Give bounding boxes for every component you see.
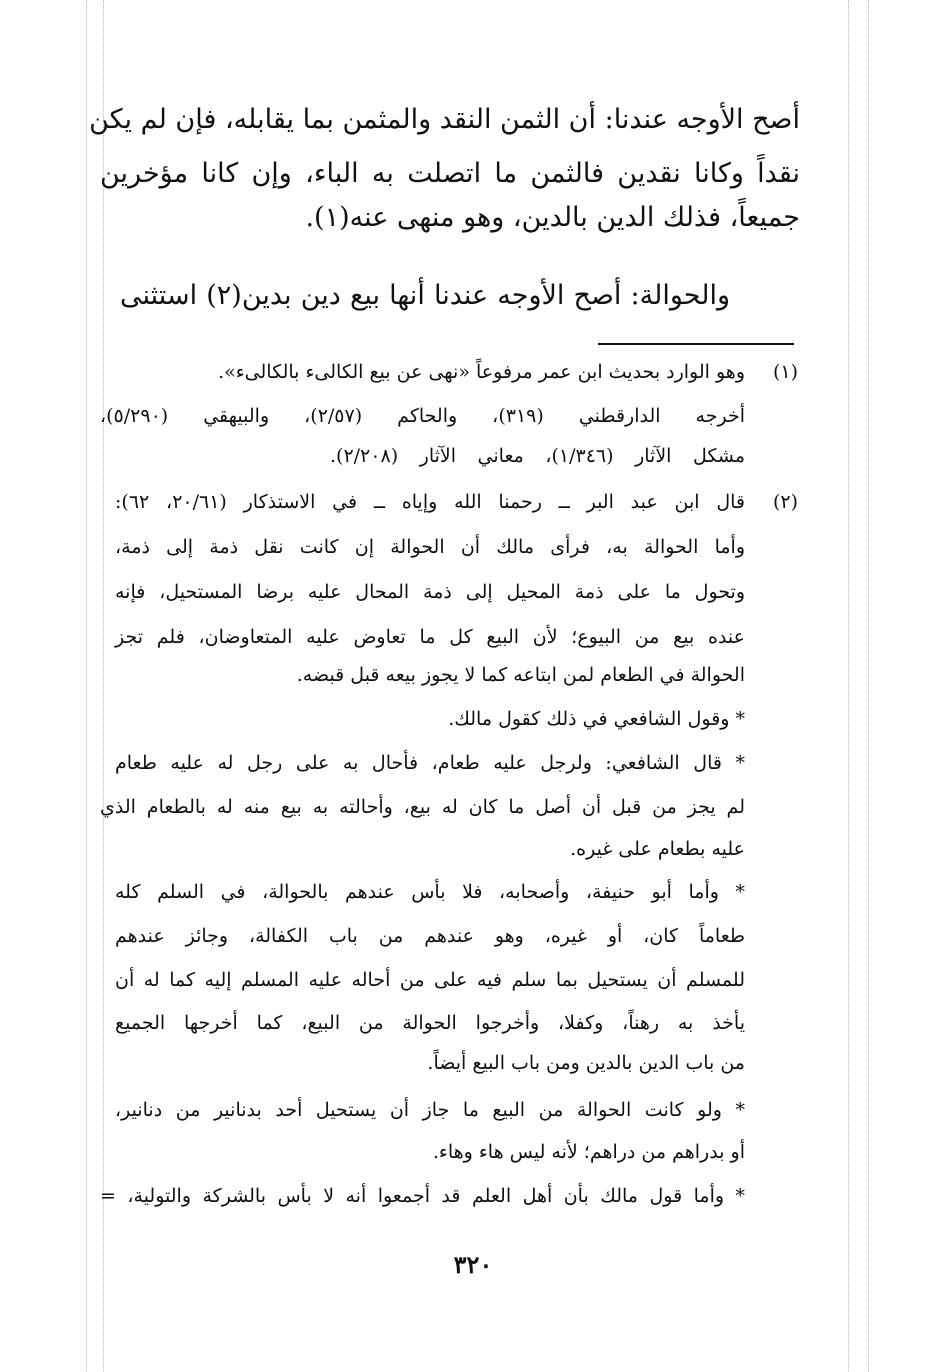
footnote-line: قال ابن عبد البر ــ رحمنا الله وإياه ــ في الاستذكار (٢٠/٦١، ٦٢): [115, 491, 746, 513]
footnote-line: * ولو كانت الحوالة من البيع ما جاز أن يستحيل أحد بدنانير من دنانير، [115, 1099, 745, 1121]
footnote-line: * قال الشافعي: ولرجل عليه طعام، فأحال به على رجل له عليه طعام [115, 752, 745, 774]
footnote-line: وهو الوارد بحديث ابن عمر مرفوعاً «نهى عن بيع الكالىء بالكالىء». [218, 361, 745, 383]
footnote-number: (١) [772, 361, 798, 383]
footnote-line: وأما الحوالة به، فرأى مالك أن الحوالة إن كانت نقل ذمة إلى ذمة، [115, 536, 745, 558]
footnote-line: أخرجه الدارقطني (٣١٩)، والحاكم (٢/٥٧)، والبيهقي (٥/٢٩٠)، [100, 405, 745, 427]
footnote-line: * وقول الشافعي في ذلك كقول مالك. [448, 708, 745, 730]
footnote-line: يأخذ به رهناً، وكفلا، وأخرجوا الحوالة من البيع، كما أخرجها الجميع [115, 1012, 745, 1034]
main-line: والحوالة: أصح الأوجه عندنا أنها بيع دين بدين(٢) استثنى [120, 280, 730, 311]
footnote-line: طعاماً كان، أو غيره، وهو عندهم من باب الكفالة، وجائز عندهم [115, 925, 745, 947]
footnote-line: عنده بيع من البيوع؛ لأن البيع كل ما تعاوض عليه المتعاوضان، فلم تجز [115, 626, 745, 648]
footnote-line: من باب الدين بالدين ومن باب البيع أيضاً. [427, 1052, 745, 1074]
footnote-line: مشكل الآثار (١/٣٤٦)، معاني الآثار (٢/٢٠٨). [330, 445, 745, 467]
main-line: أصح الأوجه عندنا: أن الثمن النقد والمثمن بما يقابله، فإن لم يكن [89, 104, 800, 135]
footnote-line: الحوالة في الطعام لمن ابتاعه كما لا يجوز بيعه قبل قبضه. [296, 664, 745, 686]
footnote-line: * وأما أبو حنيفة، وأصحابه، فلا بأس عندهم بالحوالة، في السلم كله [115, 881, 745, 903]
main-line: جميعاً، فذلك الدين بالدين، وهو منهى عنه(١). [305, 202, 800, 233]
footnote-separator [598, 343, 794, 345]
scan-edge-right-outer [868, 0, 869, 1372]
footnote-line: للمسلم أن يستحيل بما سلم فيه على من أحاله عليه المسلم إليه كما له أن [115, 969, 745, 991]
footnote-line: أو بدراهم من دراهم؛ لأنه ليس هاء وهاء. [432, 1141, 745, 1163]
main-line: نقداً وكانا نقدين فالثمن ما اتصلت به الباء، وإن كانا مؤخرين [100, 158, 800, 189]
footnote-line: عليه بطعام على غيره. [570, 838, 745, 860]
page-number: ٣٢٠ [453, 1250, 493, 1279]
footnote-line: * وأما قول مالك بأن أهل العلم قد أجمعوا أنه لا بأس بالشركة والتولية، = [100, 1185, 745, 1207]
scan-edge-right [848, 0, 849, 1372]
scan-edge-left-inner [103, 0, 104, 1372]
scan-edge-left [86, 0, 87, 1372]
footnote-number: (٢) [772, 491, 798, 513]
footnote-line: لم يجز من قبل أن أصل ما كان له بيع، وأحالته به بيع منه له بالطعام الذي [100, 796, 745, 818]
footnote-line: وتحول ما على ذمة المحيل إلى ذمة المحال عليه برضا المستحيل، فإنه [115, 581, 745, 603]
